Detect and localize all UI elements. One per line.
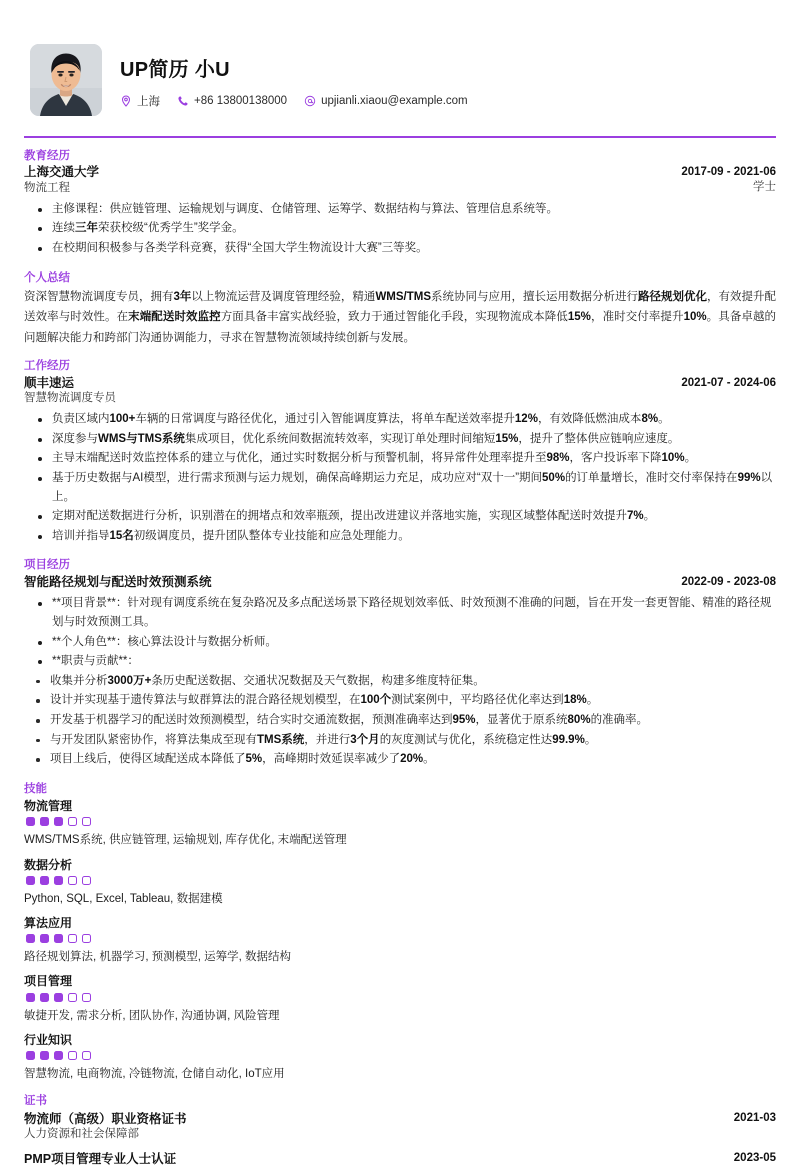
list-item: 主导末端配送时效监控体系的建立与优化，通过实时数据分析与预警机制，将异常件处理率提升至98%，客户投诉率下降10%。 <box>52 449 776 468</box>
contact-location-value: 上海 <box>137 96 160 108</box>
education-entry <box>24 165 776 257</box>
skill-dot-filled <box>26 934 35 943</box>
skill-dot-empty <box>68 876 77 885</box>
skill-dot-filled <box>26 1051 35 1060</box>
summary-text: 资深智慧物流调度专员，拥有3年以上物流运营及调度管理经验，精通WMS/TMS系统协同与应用，擅长运用数据分析进行路径规划优化，有效提升配送效率与时效性。在末端配送时效监控方面具备丰富实战经验，致力于通过智能化手段，实现物流成本降低15%，准时交付率提升10%。具备卓越的问题解决能力和跨部门沟通协调能力，寻求在智慧物流领域持续创新与发展。 <box>24 290 777 344</box>
skill-keywords: 敏捷开发, 需求分析, 团队协作, 沟通协调, 风险管理 <box>24 1009 280 1022</box>
avatar <box>30 44 102 116</box>
list-item: 在校期间积极参与各类学科竞赛，获得“全国大学生物流设计大赛”三等奖。 <box>52 239 776 258</box>
list-item: 设计并实现基于遗传算法与蚁群算法的混合路径规划模型，在100个测试案例中，平均路径优化率达到18%。 <box>50 691 776 710</box>
skill-dot-filled <box>40 993 49 1002</box>
skill-name: 物流管理 <box>24 799 73 814</box>
project-sub-bullets <box>24 672 776 769</box>
skill-level-dots <box>26 876 776 885</box>
work-bullets <box>24 410 776 545</box>
contact-row <box>120 93 770 109</box>
skill-level-dots <box>26 1051 776 1060</box>
certificate-name: PMP项目管理专业人士认证 <box>24 1151 177 1166</box>
page-title: UP简历 小U <box>120 59 230 81</box>
contact-phone-value: +86 13800138000 <box>194 95 288 107</box>
skill-block <box>24 1032 776 1083</box>
email-at-icon <box>304 95 316 107</box>
section-title-summary: 个人总结 <box>24 271 70 284</box>
skill-dot-filled <box>54 876 63 885</box>
skill-name: 数据分析 <box>24 857 73 872</box>
section-title-education: 教育经历 <box>24 150 70 162</box>
skill-keywords: 智慧物流, 电商物流, 冷链物流, 仓储自动化, IoT应用 <box>24 1068 285 1081</box>
location-pin-icon <box>120 95 132 107</box>
education-date: 2017-09 - 2021-06 <box>681 166 776 179</box>
list-item: 基于历史数据与AI模型，进行需求预测与运力规划，确保高峰期运力充足，成功应对“双十一”期间50%的订单量增长，准时交付率保持在99%以上。 <box>52 469 776 506</box>
section-summary <box>22 260 778 349</box>
skill-block <box>24 798 776 849</box>
skill-dot-empty <box>82 934 91 943</box>
skill-dot-empty <box>82 817 91 826</box>
skill-dot-empty <box>68 817 77 826</box>
contact-email-value: upjianli.xiaou@example.com <box>321 95 468 107</box>
certificate-entry <box>24 1151 776 1167</box>
section-title-work: 工作经历 <box>24 360 70 373</box>
certificate-issuer: 人力资源和社会保障部 <box>24 1127 139 1140</box>
section-work <box>22 348 778 545</box>
section-certificates <box>22 1083 778 1167</box>
list-item: **项目背景**：针对现有调度系统在复杂路况及多点配送场景下路径规划效率低、时效预测不准确的问题，旨在开发一套更智能、精准的路径规划与时效预测工具。 <box>52 594 776 631</box>
skill-dot-empty <box>68 1051 77 1060</box>
skill-block <box>24 973 776 1024</box>
skill-block <box>24 915 776 966</box>
section-title-skills: 技能 <box>24 782 47 795</box>
project-name: 智能路径规划与配送时效预测系统 <box>24 574 212 589</box>
skill-dot-empty <box>82 876 91 885</box>
certificates-list <box>24 1111 776 1167</box>
list-item: 定期对配送数据进行分析，识别潜在的拥堵点和效率瓶颈，提出改进建议并落地实施，实现区域整体配送时效提升7%。 <box>52 507 776 526</box>
list-item: 负责区域内100+车辆的日常调度与路径优化，通过引入智能调度算法，将单车配送效率提升12%，有效降低燃油成本8%。 <box>52 410 776 429</box>
section-title-certificates: 证书 <box>24 1095 47 1108</box>
skill-level-dots <box>26 993 776 1002</box>
header-text <box>120 51 770 109</box>
skills-list <box>24 798 776 1083</box>
certificate-date: 2021-03 <box>733 1111 776 1124</box>
education-major: 物流工程 <box>24 181 70 194</box>
skill-keywords: Python, SQL, Excel, Tableau, 数据建模 <box>24 892 223 905</box>
skill-level-dots <box>26 934 776 943</box>
work-date: 2021-07 - 2024-06 <box>681 376 776 389</box>
education-bullets <box>24 200 776 258</box>
project-date: 2022-09 - 2023-08 <box>681 575 776 588</box>
skill-dot-filled <box>54 993 63 1002</box>
list-item: 深度参与WMS与TMS系统集成项目，优化系统间数据流转效率，实现订单处理时间缩短15%，提升了整体供应链响应速度。 <box>52 430 776 449</box>
section-projects <box>22 547 778 768</box>
skill-level-dots <box>26 817 776 826</box>
section-education <box>22 138 778 258</box>
skill-dot-filled <box>40 817 49 826</box>
list-item: 培训并指导15名初级调度员，提升团队整体专业技能和应急处理能力。 <box>52 527 776 546</box>
project-entry <box>24 575 776 769</box>
list-item: 收集并分析3000万+条历史配送数据、交通状况数据及天气数据，构建多维度特征集。 <box>50 672 776 691</box>
skill-keywords: 路径规划算法, 机器学习, 预测模型, 运筹学, 数据结构 <box>24 951 292 964</box>
skill-dot-filled <box>26 993 35 1002</box>
section-skills <box>22 771 778 1083</box>
skill-dot-filled <box>40 934 49 943</box>
project-bullets <box>24 594 776 671</box>
list-item: **个人角色**：核心算法设计与数据分析师。 <box>52 633 776 652</box>
skill-name: 行业知识 <box>24 1032 73 1047</box>
contact-phone[interactable] <box>177 95 287 107</box>
work-role: 智慧物流调度专员 <box>24 392 116 405</box>
skill-dot-filled <box>40 876 49 885</box>
list-item: 开发基于机器学习的配送时效预测模型，结合实时交通流数据，预测准确率达到95%，显著优于原系统80%的准确率。 <box>50 711 776 730</box>
list-item: **职责与贡献**： <box>52 652 776 671</box>
education-degree: 学士 <box>753 180 776 193</box>
skill-dot-filled <box>54 1051 63 1060</box>
certificate-entry <box>24 1111 776 1142</box>
skill-dot-filled <box>26 817 35 826</box>
skill-keywords: WMS/TMS系统, 供应链管理, 运输规划, 库存优化, 末端配送管理 <box>24 834 347 847</box>
skill-dot-empty <box>82 993 91 1002</box>
list-item: 连续三年荣获校级“优秀学生”奖学金。 <box>52 219 776 238</box>
skill-dot-filled <box>40 1051 49 1060</box>
phone-icon <box>177 95 189 107</box>
resume-header <box>22 34 778 128</box>
skill-dot-filled <box>54 934 63 943</box>
skill-dot-filled <box>54 817 63 826</box>
skill-name: 项目管理 <box>24 974 73 989</box>
education-school: 上海交通大学 <box>24 165 100 180</box>
contact-location[interactable] <box>120 93 160 109</box>
work-entry <box>24 376 776 546</box>
skill-dot-empty <box>68 993 77 1002</box>
section-title-projects: 项目经历 <box>24 559 70 572</box>
skill-block <box>24 857 776 908</box>
list-item: 主修课程：供应链管理、运输规划与调度、仓储管理、运筹学、数据结构与算法、管理信息系统等。 <box>52 200 776 219</box>
work-company: 顺丰速运 <box>24 375 75 390</box>
certificate-name: 物流师（高级）职业资格证书 <box>24 1111 187 1126</box>
list-item: 与开发团队紧密协作，将算法集成至现有TMS系统，并进行3个月的灰度测试与优化，系统稳定性达99.9%。 <box>50 731 776 750</box>
contact-email[interactable] <box>304 95 468 107</box>
skill-dot-empty <box>68 934 77 943</box>
skill-dot-empty <box>82 1051 91 1060</box>
skill-dot-filled <box>26 876 35 885</box>
certificate-date: 2023-05 <box>733 1151 776 1164</box>
list-item: 项目上线后，使得区域配送成本降低了5%，高峰期时效延误率减少了20%。 <box>50 750 776 769</box>
skill-name: 算法应用 <box>24 916 73 930</box>
